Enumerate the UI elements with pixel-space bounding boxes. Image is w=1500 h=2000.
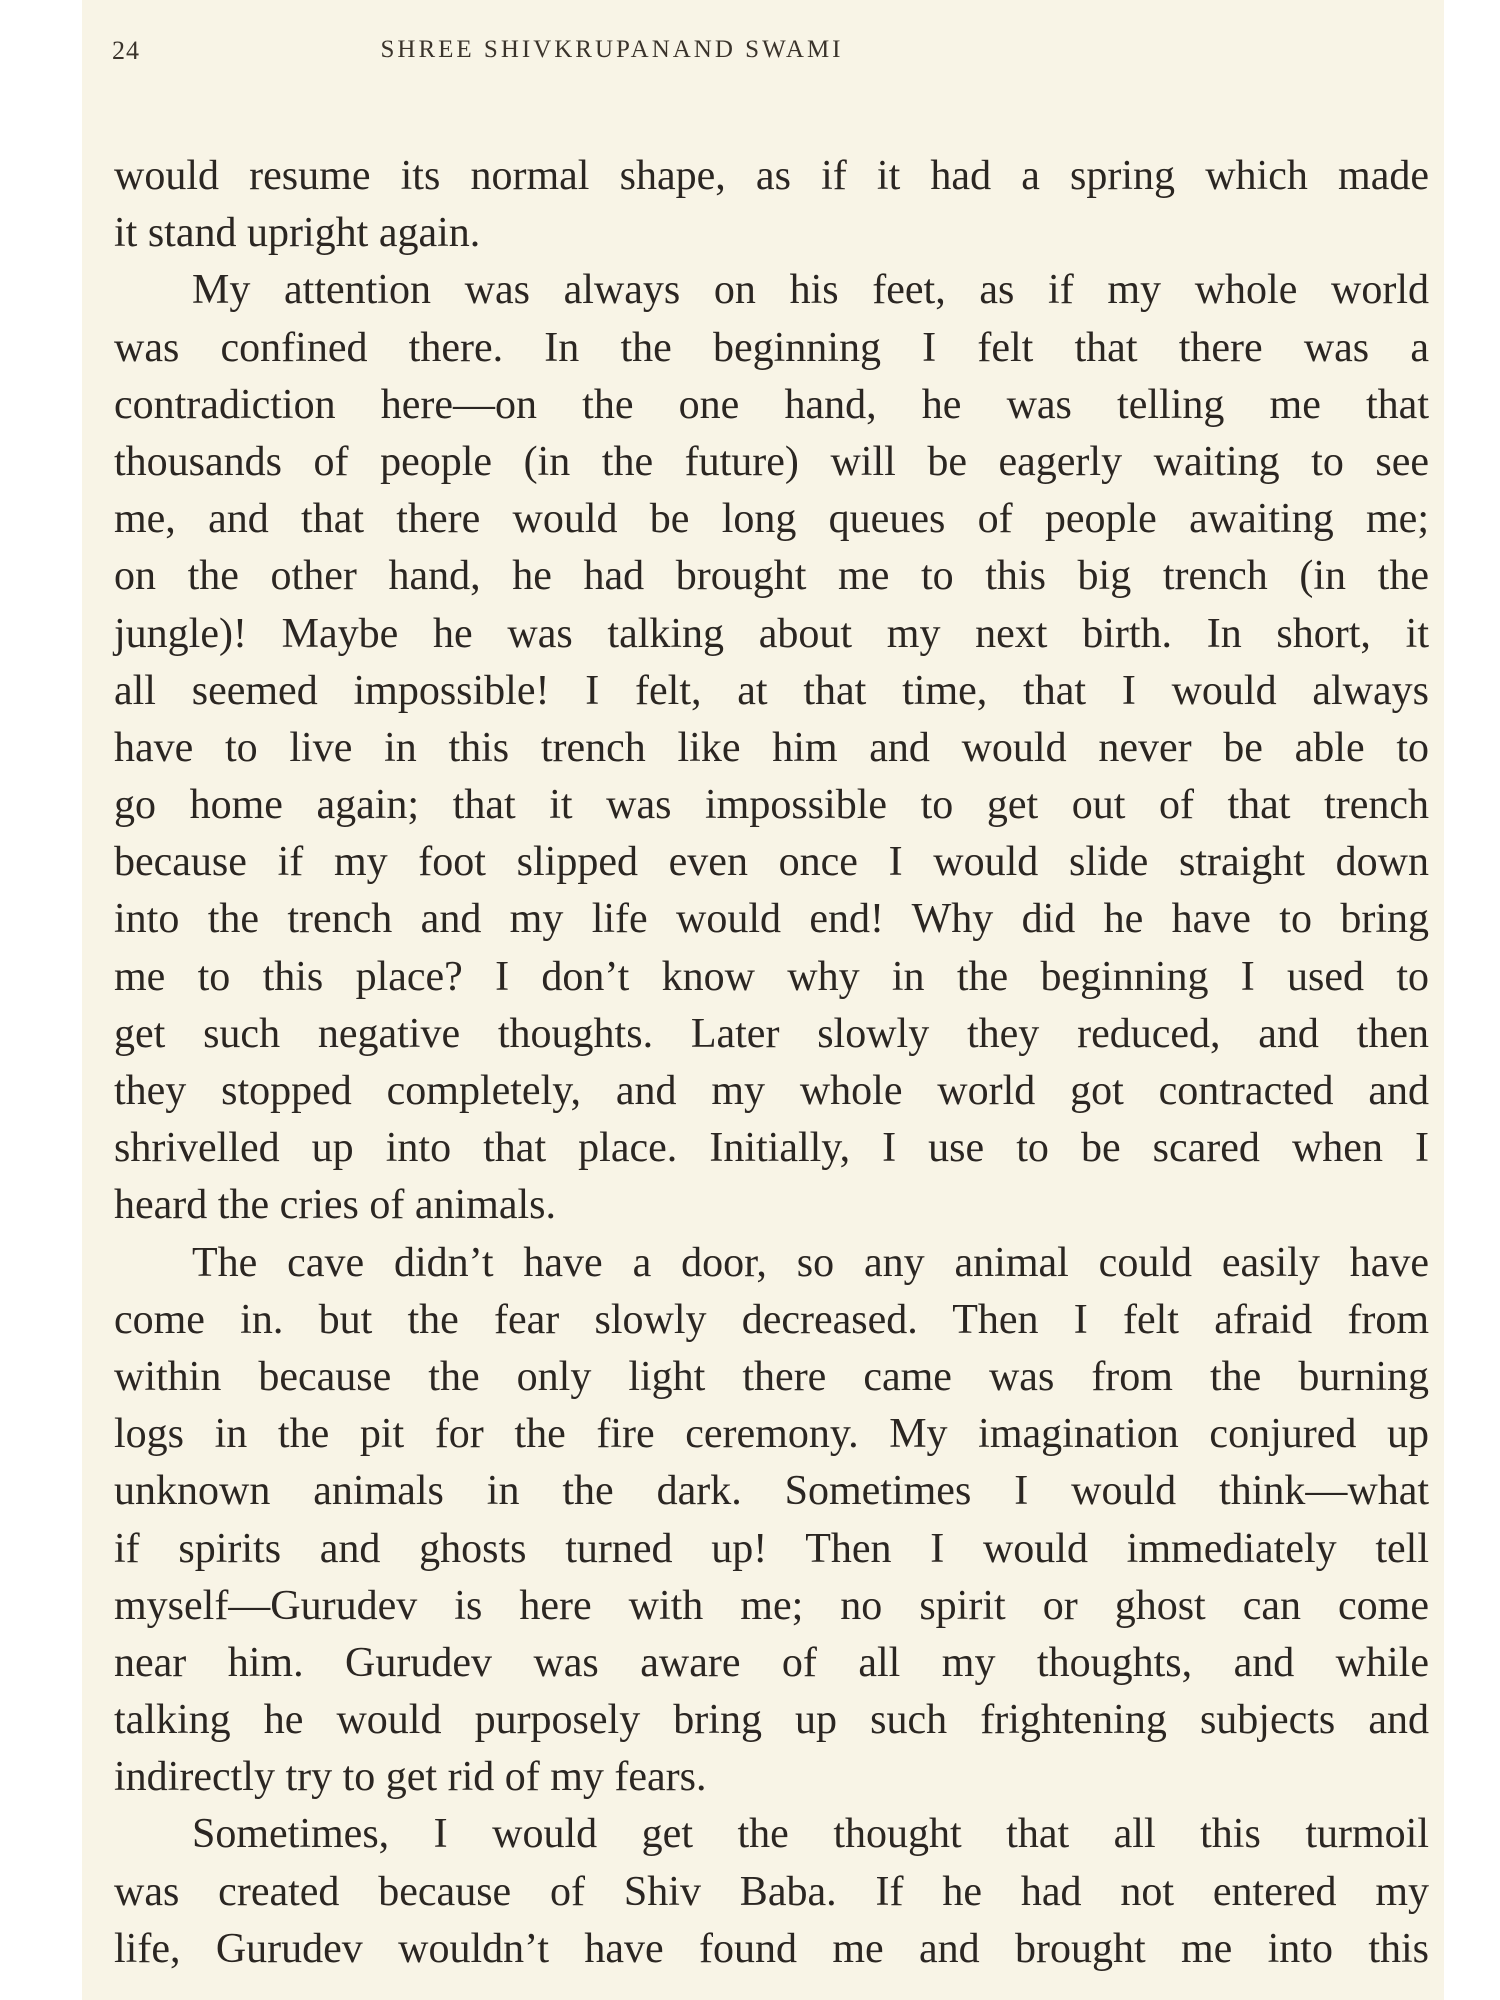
text-line: Sometimes, I would get the thought that all this turmoil — [192, 1811, 1429, 1858]
running-head — [112, 36, 1412, 76]
text-line: The cave didn’t have a door, so any animal could easily have — [192, 1239, 1429, 1286]
text-line: near him. Gurudev was aware of all my thoughts, and while — [114, 1639, 1429, 1686]
text-line: because if my foot slipped even once I would slide straight down — [114, 839, 1429, 886]
text-line: go home again; that it was impossible to get out of that trench — [114, 782, 1429, 829]
book-page — [82, 0, 1444, 2000]
text-line: all seemed impossible! I felt, at that time, that I would always — [114, 667, 1429, 714]
text-line: jungle)! Maybe he was talking about my next birth. In short, it — [114, 610, 1429, 657]
text-line: unknown animals in the dark. Sometimes I would think—what — [114, 1468, 1429, 1515]
text-line: would resume its normal shape, as if it had a spring which made — [114, 153, 1429, 199]
text-line: talking he would purposely bring up such frightening subjects and — [114, 1697, 1429, 1744]
text-line: within because the only light there came was from the burning — [114, 1353, 1429, 1400]
text-line: thousands of people (in the future) will be eagerly waiting to see — [114, 438, 1429, 485]
text-line: get such negative thoughts. Later slowly they reduced, and then — [114, 1010, 1429, 1057]
text-line: heard the cries of animals. — [114, 1182, 556, 1229]
text-line: into the trench and my life would end! Why did he have to bring — [114, 896, 1429, 943]
page-number: 24 — [112, 36, 140, 65]
text-line: indirectly try to get rid of my fears. — [114, 1754, 707, 1801]
text-line: they stopped completely, and my whole world got contracted and — [114, 1068, 1429, 1114]
text-line: life, Gurudev wouldn’t have found me and brought me into this — [114, 1925, 1429, 1972]
text-line: come in. but the fear slowly decreased. Then I felt afraid from — [114, 1296, 1429, 1343]
text-line: if spirits and ghosts turned up! Then I would immediately tell — [114, 1525, 1429, 1572]
body-text — [114, 148, 1429, 1978]
text-line: me, and that there would be long queues of people awaiting me; — [114, 496, 1429, 543]
text-line: contradiction here—on the one hand, he was telling me that — [114, 381, 1429, 428]
text-line: logs in the pit for the fire ceremony. My imagination conjured up — [114, 1411, 1429, 1458]
text-line: shrivelled up into that place. Initially, I use to be scared when I — [114, 1125, 1429, 1172]
text-line: have to live in this trench like him and would never be able to — [114, 724, 1429, 771]
text-line: was created because of Shiv Baba. If he had not entered my — [114, 1868, 1429, 1915]
running-title: SHREE SHIVKRUPANAND SWAMI — [380, 36, 844, 63]
text-line: on the other hand, he had brought me to this big trench (in the — [114, 553, 1429, 600]
text-line: My attention was always on his feet, as if my whole world — [192, 267, 1429, 314]
text-line: myself—Gurudev is here with me; no spirit or ghost can come — [114, 1582, 1429, 1629]
text-line: it stand upright again. — [114, 210, 481, 257]
text-line: was confined there. In the beginning I felt that there was a — [114, 324, 1429, 371]
text-line: me to this place? I don’t know why in the beginning I used to — [114, 953, 1429, 1000]
